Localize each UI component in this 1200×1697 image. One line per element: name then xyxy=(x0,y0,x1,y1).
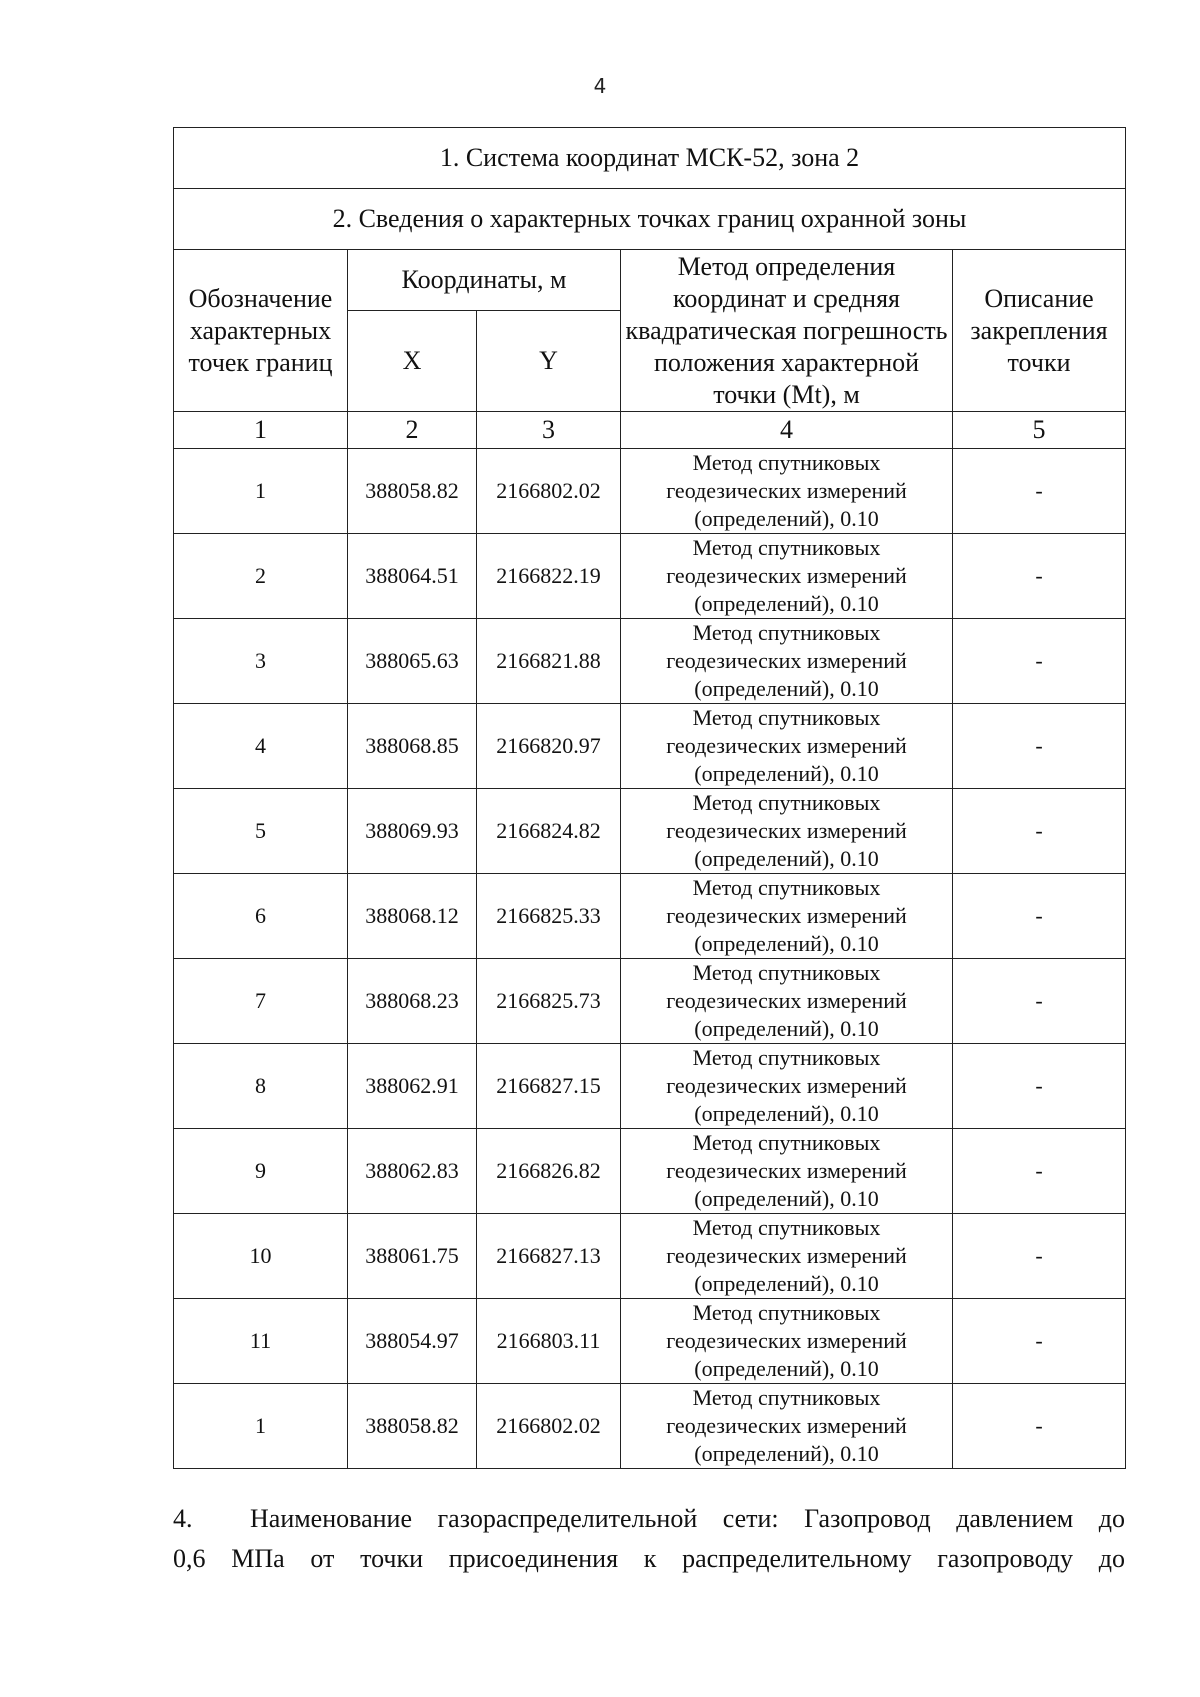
column-number: 3 xyxy=(477,412,621,449)
description-cell: - xyxy=(953,1044,1126,1129)
section-row-points xyxy=(174,189,1126,250)
y-coordinate-cell: 2166824.82 xyxy=(477,789,621,874)
x-coordinate-cell: 388062.91 xyxy=(348,1044,477,1129)
y-coordinate-cell: 2166821.88 xyxy=(477,619,621,704)
description-cell: - xyxy=(953,1299,1126,1384)
header-method: Метод определения координат и средняя квадратическая погрешность положения характерной точки (Mt), м xyxy=(621,250,953,412)
description-cell: - xyxy=(953,1384,1126,1469)
description-cell: - xyxy=(953,619,1126,704)
y-coordinate-cell: 2166822.19 xyxy=(477,534,621,619)
header-designation: Обозначение характерных точек границ xyxy=(174,250,348,412)
description-cell: - xyxy=(953,1129,1126,1214)
paragraph-number: 4. xyxy=(173,1504,193,1533)
x-coordinate-cell: 388058.82 xyxy=(348,449,477,534)
x-coordinate-cell: 388064.51 xyxy=(348,534,477,619)
description-cell: - xyxy=(953,789,1126,874)
y-coordinate-cell: 2166802.02 xyxy=(477,1384,621,1469)
method-cell: Метод спутниковых геодезических измерений (определений), 0.10 xyxy=(621,789,953,874)
x-coordinate-cell: 388065.63 xyxy=(348,619,477,704)
point-id-cell: 11 xyxy=(174,1299,348,1384)
x-coordinate-cell: 388054.97 xyxy=(348,1299,477,1384)
method-cell: Метод спутниковых геодезических измерений (определений), 0.10 xyxy=(621,959,953,1044)
method-cell: Метод спутниковых геодезических измерений (определений), 0.10 xyxy=(621,1384,953,1469)
section-row-system xyxy=(174,128,1126,189)
y-coordinate-cell: 2166827.15 xyxy=(477,1044,621,1129)
x-coordinate-cell: 388062.83 xyxy=(348,1129,477,1214)
description-cell: - xyxy=(953,534,1126,619)
table-row xyxy=(174,619,1126,704)
y-coordinate-cell: 2166820.97 xyxy=(477,704,621,789)
description-cell: - xyxy=(953,874,1126,959)
x-coordinate-cell: 388058.82 xyxy=(348,1384,477,1469)
header-description: Описание закрепления точки xyxy=(953,250,1126,412)
x-coordinate-cell: 388068.23 xyxy=(348,959,477,1044)
point-id-cell: 1 xyxy=(174,1384,348,1469)
point-id-cell: 6 xyxy=(174,874,348,959)
x-coordinate-cell: 388068.85 xyxy=(348,704,477,789)
y-coordinate-cell: 2166827.13 xyxy=(477,1214,621,1299)
x-coordinate-cell: 388069.93 xyxy=(348,789,477,874)
method-cell: Метод спутниковых геодезических измерений (определений), 0.10 xyxy=(621,874,953,959)
column-number: 2 xyxy=(348,412,477,449)
column-number: 5 xyxy=(953,412,1126,449)
y-coordinate-cell: 2166826.82 xyxy=(477,1129,621,1214)
description-cell: - xyxy=(953,1214,1126,1299)
column-number: 1 xyxy=(174,412,348,449)
paragraph-text-line-1: Наименование газораспределительной сети: Газопровод давлением до xyxy=(250,1504,1125,1533)
point-id-cell: 8 xyxy=(174,1044,348,1129)
table-row xyxy=(174,959,1126,1044)
table-row xyxy=(174,704,1126,789)
method-cell: Метод спутниковых геодезических измерений (определений), 0.10 xyxy=(621,704,953,789)
description-cell: - xyxy=(953,704,1126,789)
y-coordinate-cell: 2166825.73 xyxy=(477,959,621,1044)
x-coordinate-cell: 388061.75 xyxy=(348,1214,477,1299)
method-cell: Метод спутниковых геодезических измерений (определений), 0.10 xyxy=(621,1299,953,1384)
point-id-cell: 2 xyxy=(174,534,348,619)
y-coordinate-cell: 2166825.33 xyxy=(477,874,621,959)
header-coordinates: Координаты, м xyxy=(348,250,621,311)
point-id-cell: 9 xyxy=(174,1129,348,1214)
point-id-cell: 3 xyxy=(174,619,348,704)
method-cell: Метод спутниковых геодезических измерений (определений), 0.10 xyxy=(621,1129,953,1214)
table-row xyxy=(174,1299,1126,1384)
point-id-cell: 10 xyxy=(174,1214,348,1299)
paragraph-text-line-2: 0,6 МПа от точки присоединения к распределительному газопроводу до xyxy=(173,1544,1125,1573)
description-cell: - xyxy=(953,449,1126,534)
table-row xyxy=(174,1044,1126,1129)
y-coordinate-cell: 2166803.11 xyxy=(477,1299,621,1384)
table-row xyxy=(174,534,1126,619)
table-row xyxy=(174,789,1126,874)
header-row-top xyxy=(174,250,1126,311)
point-id-cell: 5 xyxy=(174,789,348,874)
coordinates-table xyxy=(173,127,1126,1469)
header-y: Y xyxy=(477,311,621,412)
table-row xyxy=(174,449,1126,534)
table-row xyxy=(174,1129,1126,1214)
section-4-paragraph xyxy=(173,1499,1125,1579)
point-id-cell: 1 xyxy=(174,449,348,534)
table-row xyxy=(174,1214,1126,1299)
table-row xyxy=(174,1384,1126,1469)
method-cell: Метод спутниковых геодезических измерений (определений), 0.10 xyxy=(621,619,953,704)
description-cell: - xyxy=(953,959,1126,1044)
coordinate-system-title: 1. Система координат МСК-52, зона 2 xyxy=(174,128,1126,189)
y-coordinate-cell: 2166802.02 xyxy=(477,449,621,534)
header-x: X xyxy=(348,311,477,412)
table-row xyxy=(174,874,1126,959)
page-number: 4 xyxy=(593,74,607,98)
point-id-cell: 7 xyxy=(174,959,348,1044)
points-section-title: 2. Сведения о характерных точках границ охранной зоны xyxy=(174,189,1126,250)
x-coordinate-cell: 388068.12 xyxy=(348,874,477,959)
method-cell: Метод спутниковых геодезических измерений (определений), 0.10 xyxy=(621,449,953,534)
method-cell: Метод спутниковых геодезических измерений (определений), 0.10 xyxy=(621,1044,953,1129)
point-id-cell: 4 xyxy=(174,704,348,789)
method-cell: Метод спутниковых геодезических измерений (определений), 0.10 xyxy=(621,1214,953,1299)
paragraph-line-1 xyxy=(173,1499,1125,1539)
method-cell: Метод спутниковых геодезических измерений (определений), 0.10 xyxy=(621,534,953,619)
column-number-row xyxy=(174,412,1126,449)
column-number: 4 xyxy=(621,412,953,449)
